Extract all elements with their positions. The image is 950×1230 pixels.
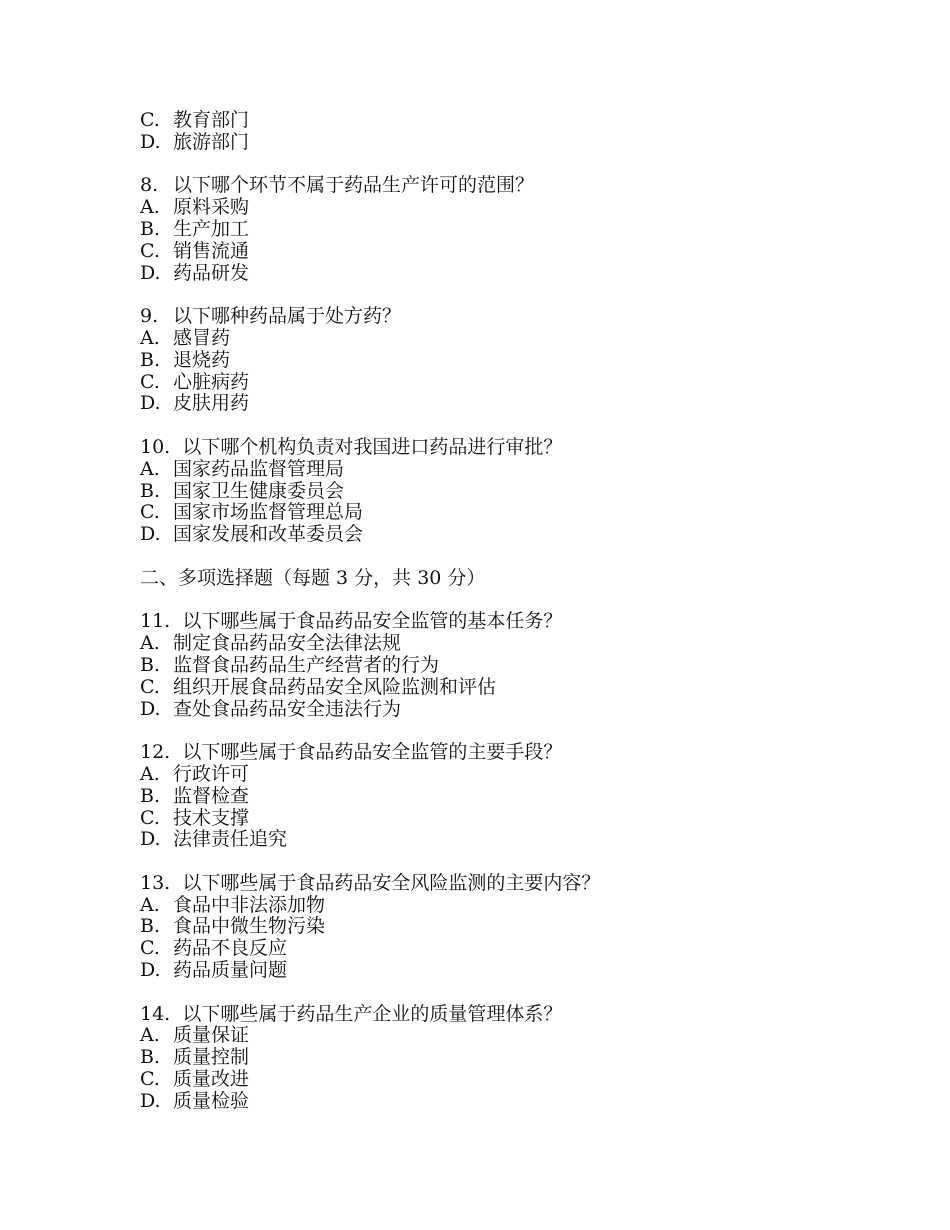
- option-d: D. 药品质量问题: [140, 959, 288, 982]
- option-d: D. 法律责任追究: [140, 828, 288, 851]
- question-7-options-continued: [140, 110, 860, 154]
- option-a: A. 原料采购: [140, 196, 250, 219]
- question-12-stem: 12. 以下哪些属于食品药品安全监管的主要手段？: [140, 741, 563, 764]
- option-c: C. 技术支撑: [140, 806, 250, 829]
- option-b: B. 监督检查: [140, 784, 250, 807]
- option-d: D. 旅游部门: [140, 130, 250, 153]
- option-b: B. 国家卫生健康委员会: [140, 479, 345, 502]
- question-12: [140, 742, 860, 851]
- option-a: A. 行政许可: [140, 762, 250, 785]
- option-c: C. 国家市场监督管理总局: [140, 501, 364, 524]
- exam-page: [140, 110, 860, 1113]
- question-10-stem: 10. 以下哪个机构负责对我国进口药品进行审批？: [140, 435, 563, 458]
- question-8-stem: 8. 以下哪个环节不属于药品生产许可的范围？: [140, 174, 535, 197]
- section-heading: 二、多项选择题（每题 3 分，共 30 分）: [140, 566, 486, 589]
- question-14-stem: 14. 以下哪些属于药品生产企业的质量管理体系？: [140, 1002, 563, 1025]
- question-13-stem: 13. 以下哪些属于食品药品安全风险监测的主要内容？: [140, 871, 601, 894]
- question-9: [140, 306, 860, 415]
- option-d: D. 国家发展和改革委员会: [140, 523, 364, 546]
- question-14: [140, 1004, 860, 1113]
- option-a: A. 食品中非法添加物: [140, 893, 326, 916]
- option-c: C. 药品不良反应: [140, 937, 288, 960]
- option-c: C. 组织开展食品药品安全风险监测和评估: [140, 675, 497, 698]
- question-9-stem: 9. 以下哪种药品属于处方药？: [140, 305, 402, 328]
- option-a: A. 质量保证: [140, 1024, 250, 1047]
- option-d: D. 皮肤用药: [140, 392, 250, 415]
- option-a: A. 制定食品药品安全法律法规: [140, 632, 402, 655]
- option-c: C. 教育部门: [140, 109, 250, 131]
- option-b: B. 食品中微生物污染: [140, 915, 326, 938]
- question-10: [140, 437, 860, 546]
- question-13: [140, 873, 860, 982]
- option-d: D. 药品研发: [140, 261, 250, 284]
- option-b: B. 生产加工: [140, 217, 250, 240]
- option-b: B. 质量控制: [140, 1046, 250, 1069]
- question-11-stem: 11. 以下哪些属于食品药品安全监管的基本任务？: [140, 610, 563, 633]
- option-d: D. 查处食品药品安全违法行为: [140, 697, 402, 720]
- option-a: A. 感冒药: [140, 326, 231, 349]
- option-b: B. 监督食品药品生产经营者的行为: [140, 653, 440, 676]
- option-c: C. 质量改进: [140, 1068, 250, 1091]
- option-d: D. 质量检验: [140, 1089, 250, 1112]
- option-c: C. 心脏病药: [140, 370, 250, 393]
- option-a: A. 国家药品监督管理局: [140, 457, 345, 480]
- question-11: [140, 611, 860, 720]
- option-b: B. 退烧药: [140, 348, 231, 371]
- question-8: [140, 175, 860, 284]
- option-c: C. 销售流通: [140, 239, 250, 262]
